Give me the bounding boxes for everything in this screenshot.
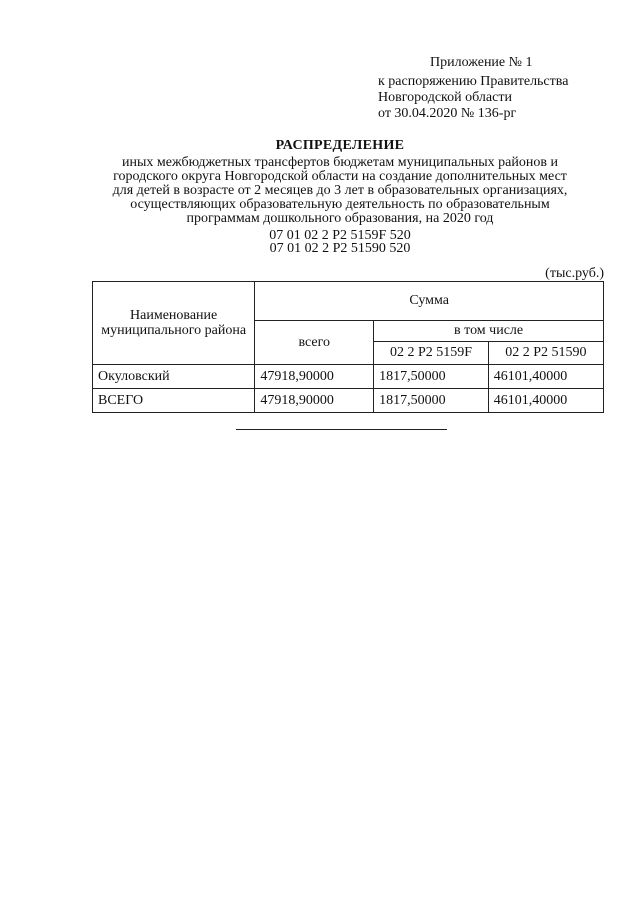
row-total: 47918,90000 xyxy=(255,389,374,413)
unit-label: (тыс.руб.) xyxy=(545,266,604,281)
table-header-row-1 xyxy=(93,282,604,321)
header-including: в том числе xyxy=(374,321,604,342)
header-total: всего xyxy=(255,321,374,365)
table-row xyxy=(93,389,604,413)
appendix-line-1: к распоряжению Правительства xyxy=(378,74,569,89)
subtitle-line-4: осуществляющих образовательную деятельность по образовательным xyxy=(130,197,550,212)
subtitle-line-5: программам дошкольного образования, на 2020 год xyxy=(186,211,494,226)
table-row xyxy=(93,365,604,389)
appendix-line-2: Новгородской области xyxy=(378,90,512,105)
budget-codes xyxy=(60,229,620,255)
row-code-1-value: 1817,50000 xyxy=(374,389,489,413)
header-municipality: Наименование муниципального района xyxy=(93,282,255,365)
header-code-2: 02 2 P2 51590 xyxy=(488,342,603,365)
appendix-number: Приложение № 1 xyxy=(430,55,533,70)
budget-code-2: 07 01 02 2 P2 51590 520 xyxy=(269,241,411,256)
header-code-1: 02 2 P2 5159F xyxy=(374,342,489,365)
distribution-table xyxy=(92,281,604,413)
appendix-line-3: от 30.04.2020 № 136-рг xyxy=(378,106,517,121)
row-name: ВСЕГО xyxy=(93,389,255,413)
end-rule-divider xyxy=(236,429,447,430)
subtitle-line-3: для детей в возрасте от 2 месяцев до 3 лет в образовательных организациях, xyxy=(112,183,568,198)
appendix-block xyxy=(378,55,618,122)
budget-code-1: 07 01 02 2 P2 5159F 520 xyxy=(269,228,411,243)
row-name: Окуловский xyxy=(93,365,255,389)
row-code-2-value: 46101,40000 xyxy=(488,389,603,413)
document-subtitle xyxy=(60,156,620,226)
document-title: РАСПРЕДЕЛЕНИЕ xyxy=(275,138,405,153)
subtitle-line-1: иных межбюджетных трансфертов бюджетам муниципальных районов и xyxy=(122,155,558,170)
row-code-2-value: 46101,40000 xyxy=(488,365,603,389)
header-sum: Сумма xyxy=(255,282,604,321)
row-total: 47918,90000 xyxy=(255,365,374,389)
row-code-1-value: 1817,50000 xyxy=(374,365,489,389)
subtitle-line-2: городского округа Новгородской области на создание дополнительных мест xyxy=(113,169,567,184)
